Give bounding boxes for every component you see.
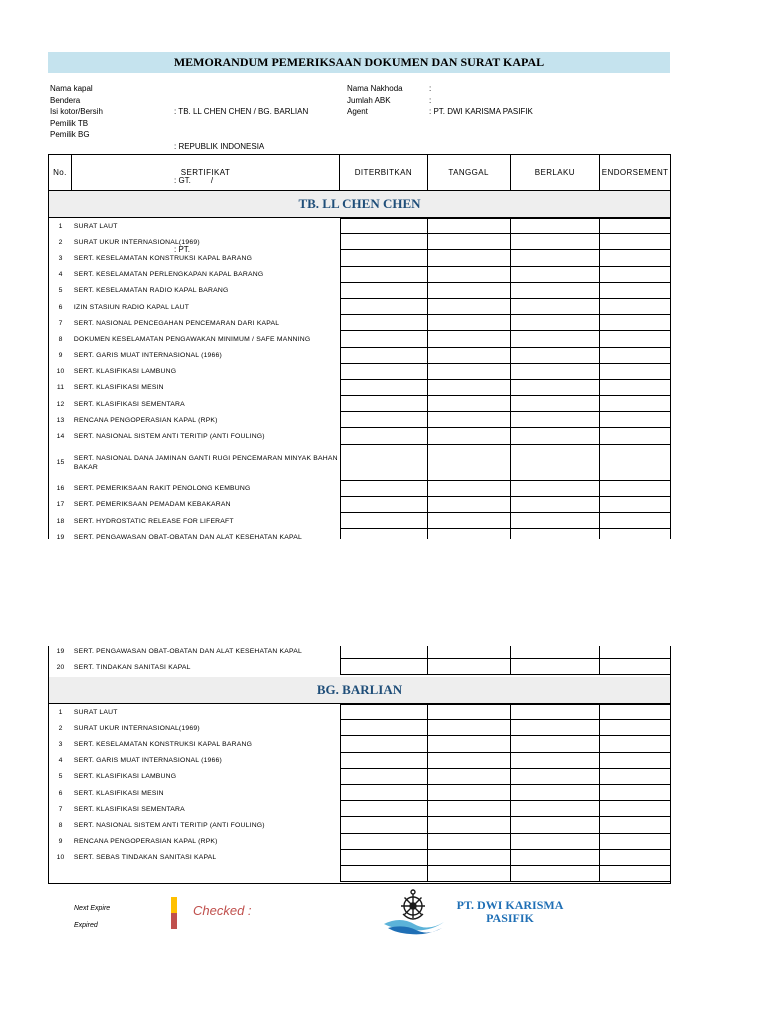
row-certificate-name: RENCANA PENGOPERASIAN KAPAL (RPK) xyxy=(73,838,218,846)
row-number: 12 xyxy=(56,400,65,408)
row-certificate-name: SURAT UKUR INTERNASIONAL(1969) xyxy=(73,238,200,246)
berlaku-cell[interactable] xyxy=(511,412,601,428)
row-certificate-name: SERT. GARIS MUAT INTERNASIONAL (1966) xyxy=(73,757,222,765)
endorsement-cell[interactable] xyxy=(600,250,670,266)
diterbitkan-cell[interactable] xyxy=(340,445,428,481)
tanggal-cell[interactable] xyxy=(428,736,511,752)
row-certificate-name: SERT. PEMERIKSAAN PEMADAM KEBAKARAN xyxy=(73,501,231,509)
berlaku-cell[interactable] xyxy=(511,785,601,801)
diterbitkan-cell[interactable] xyxy=(340,529,428,539)
info-label: Pemilik TB xyxy=(50,118,89,128)
diterbitkan-cell[interactable] xyxy=(340,659,428,675)
company-line2: PASIFIK xyxy=(486,911,534,925)
diterbitkan-cell[interactable] xyxy=(340,250,428,266)
row-number: 10 xyxy=(56,854,65,862)
diterbitkan-cell[interactable] xyxy=(340,331,428,347)
tanggal-cell[interactable] xyxy=(428,659,511,675)
endorsement-cell[interactable] xyxy=(600,481,670,497)
berlaku-cell[interactable] xyxy=(511,364,601,380)
endorsement-cell[interactable] xyxy=(600,396,670,412)
diterbitkan-cell[interactable] xyxy=(340,801,428,817)
info-value: : REPUBLIK INDONESIA xyxy=(174,141,265,151)
table-row xyxy=(49,218,670,234)
berlaku-cell[interactable] xyxy=(511,513,601,529)
endorsement-cell[interactable] xyxy=(600,801,670,817)
tanggal-cell[interactable] xyxy=(428,267,511,283)
diterbitkan-cell[interactable] xyxy=(340,481,428,497)
berlaku-cell[interactable] xyxy=(511,801,601,817)
info-value: : TB. LL CHEN CHEN / BG. BARLIAN xyxy=(174,107,309,116)
endorsement-cell[interactable] xyxy=(600,218,670,234)
tanggal-cell[interactable] xyxy=(428,364,511,380)
table-row xyxy=(49,445,670,481)
table-row xyxy=(49,497,670,513)
empty-row xyxy=(49,866,670,882)
table-row xyxy=(49,428,670,444)
table-row xyxy=(49,315,670,331)
table-row xyxy=(49,704,670,720)
endorsement-cell[interactable] xyxy=(600,769,670,785)
diterbitkan-cell[interactable] xyxy=(340,850,428,866)
row-number: 15 xyxy=(56,459,65,467)
header-diterbitkan: DITERBITKAN xyxy=(340,155,428,190)
berlaku-cell[interactable] xyxy=(511,380,601,396)
row-certificate-name: SERT. KESELAMATAN KONSTRUKSI KAPAL BARANG xyxy=(73,740,253,748)
row-number: 1 xyxy=(58,708,63,716)
tanggal-cell[interactable] xyxy=(428,497,511,513)
endorsement-cell[interactable] xyxy=(600,348,670,364)
header-berlaku: BERLAKU xyxy=(511,155,601,190)
diterbitkan-cell[interactable] xyxy=(340,769,428,785)
berlaku-cell[interactable] xyxy=(511,481,601,497)
berlaku-cell[interactable] xyxy=(511,834,601,850)
berlaku-cell[interactable] xyxy=(511,659,601,675)
company-line1: PT. DWI KARISMA xyxy=(456,898,564,912)
table-row xyxy=(49,364,670,380)
tanggal-cell[interactable] xyxy=(428,753,511,769)
tanggal-cell[interactable] xyxy=(428,283,511,299)
endorsement-cell[interactable] xyxy=(600,834,670,850)
row-number: 4 xyxy=(58,271,63,279)
endorsement-cell[interactable] xyxy=(600,428,670,444)
info-label: Pemilik BG xyxy=(50,130,90,139)
diterbitkan-cell[interactable] xyxy=(340,348,428,364)
row-certificate-name: SERT. KLASIFIKASI MESIN xyxy=(73,789,164,797)
berlaku-cell[interactable] xyxy=(511,331,601,347)
info-label: Bendera xyxy=(50,95,81,105)
berlaku-cell[interactable] xyxy=(511,315,601,331)
tanggal-cell[interactable] xyxy=(428,348,511,364)
table-row xyxy=(49,267,670,283)
table-row xyxy=(49,785,670,801)
tanggal-cell[interactable] xyxy=(428,299,511,315)
empty-cell[interactable] xyxy=(511,866,601,882)
endorsement-cell[interactable] xyxy=(600,412,670,428)
endorsement-cell[interactable] xyxy=(600,704,670,720)
section-title-tb: TB. LL CHEN CHEN xyxy=(49,191,670,218)
tb-rows-tail xyxy=(49,646,670,677)
row-number: 8 xyxy=(58,821,63,829)
diterbitkan-cell[interactable] xyxy=(340,753,428,769)
row-certificate-name: SERT. TINDAKAN SANITASI KAPAL xyxy=(73,663,191,671)
diterbitkan-cell[interactable] xyxy=(340,817,428,833)
row-certificate-name: SURAT LAUT xyxy=(73,222,118,230)
tanggal-cell[interactable] xyxy=(428,513,511,529)
header-endorsement: ENDORSEMENT xyxy=(601,168,669,177)
berlaku-cell[interactable] xyxy=(511,736,601,752)
table-row xyxy=(49,299,670,315)
tanggal-cell[interactable] xyxy=(428,412,511,428)
info-value: : GT. / xyxy=(174,176,214,185)
diterbitkan-cell[interactable] xyxy=(340,396,428,412)
diterbitkan-cell[interactable] xyxy=(340,234,428,250)
row-certificate-name: IZIN STASIUN RADIO KAPAL LAUT xyxy=(73,303,190,311)
tanggal-cell[interactable] xyxy=(428,720,511,736)
tanggal-cell[interactable] xyxy=(428,481,511,497)
tanggal-cell[interactable] xyxy=(428,834,511,850)
row-number: 14 xyxy=(56,433,65,441)
tanggal-cell[interactable] xyxy=(428,704,511,720)
berlaku-cell[interactable] xyxy=(511,720,601,736)
diterbitkan-cell[interactable] xyxy=(340,283,428,299)
info-right-values xyxy=(429,83,533,118)
diterbitkan-cell[interactable] xyxy=(340,646,428,659)
row-certificate-name: SERT. KLASIFIKASI SEMENTARA xyxy=(73,805,185,813)
endorsement-cell[interactable] xyxy=(600,234,670,250)
bg-rows xyxy=(49,704,670,884)
endorsement-cell[interactable] xyxy=(600,529,670,539)
row-number: 11 xyxy=(56,384,64,392)
diterbitkan-cell[interactable] xyxy=(340,380,428,396)
diterbitkan-cell[interactable] xyxy=(340,299,428,315)
row-number: 9 xyxy=(58,838,63,846)
table-row xyxy=(49,380,670,396)
row-certificate-name: SERT. KESELAMATAN RADIO KAPAL BARANG xyxy=(73,287,229,295)
tanggal-cell[interactable] xyxy=(428,529,511,539)
row-certificate-name: SERT. PENGAWASAN OBAT-OBATAN DAN ALAT KESEHATAN KAPAL xyxy=(73,647,302,655)
endorsement-cell[interactable] xyxy=(600,497,670,513)
tanggal-cell[interactable] xyxy=(428,331,511,347)
diterbitkan-cell[interactable] xyxy=(340,513,428,529)
berlaku-cell[interactable] xyxy=(511,250,601,266)
berlaku-cell[interactable] xyxy=(511,218,601,234)
row-number: 17 xyxy=(56,501,65,509)
info-label: Isi kotor/Bersih xyxy=(50,107,103,116)
table-row xyxy=(49,348,670,364)
diterbitkan-cell[interactable] xyxy=(340,834,428,850)
row-certificate-name: SURAT LAUT xyxy=(73,708,118,716)
endorsement-cell[interactable] xyxy=(600,646,670,659)
row-number: 3 xyxy=(58,254,63,262)
tanggal-cell[interactable] xyxy=(428,428,511,444)
legend-expired: Expired xyxy=(74,922,98,929)
tanggal-cell[interactable] xyxy=(428,801,511,817)
row-certificate-name: SERT. KLASIFIKASI SEMENTARA xyxy=(73,400,185,408)
row-number: 6 xyxy=(58,789,63,797)
row-number: 10 xyxy=(56,368,65,376)
tanggal-cell[interactable] xyxy=(428,234,511,250)
diterbitkan-cell[interactable] xyxy=(340,412,428,428)
endorsement-cell[interactable] xyxy=(600,364,670,380)
legend-next-expire: Next Expire xyxy=(74,905,111,912)
row-certificate-name: SERT. SEBAS TINDAKAN SANITASI KAPAL xyxy=(73,854,217,862)
endorsement-cell[interactable] xyxy=(600,785,670,801)
diterbitkan-cell[interactable] xyxy=(340,428,428,444)
berlaku-cell[interactable] xyxy=(511,529,601,539)
row-number: 7 xyxy=(58,805,63,813)
table-row xyxy=(49,283,670,299)
row-number: 5 xyxy=(58,287,63,295)
header-tanggal: TANGGAL xyxy=(428,155,511,190)
row-number: 13 xyxy=(56,416,65,424)
row-certificate-name: SURAT UKUR INTERNASIONAL(1969) xyxy=(73,724,200,732)
endorsement-cell[interactable] xyxy=(600,720,670,736)
info-value: : xyxy=(429,84,432,93)
endorsement-cell[interactable] xyxy=(600,283,670,299)
certificate-table-top xyxy=(48,154,671,539)
row-number: 1 xyxy=(58,222,63,230)
row-number: 8 xyxy=(58,335,63,343)
diterbitkan-cell[interactable] xyxy=(340,218,428,234)
endorsement-cell[interactable] xyxy=(600,299,670,315)
tanggal-cell[interactable] xyxy=(428,785,511,801)
row-certificate-name: SERT. KESELAMATAN PERLENGKAPAN KAPAL BARANG xyxy=(73,271,264,279)
berlaku-cell[interactable] xyxy=(511,817,601,833)
anchor-helm-logo-icon xyxy=(380,886,446,936)
info-label: Nama Nakhoda xyxy=(347,84,403,93)
endorsement-cell[interactable] xyxy=(600,380,670,396)
tanggal-cell[interactable] xyxy=(428,396,511,412)
tanggal-cell[interactable] xyxy=(428,646,511,659)
endorsement-cell[interactable] xyxy=(600,445,670,481)
section-title-bg: BG. BARLIAN xyxy=(49,677,670,704)
endorsement-cell[interactable] xyxy=(600,659,670,675)
row-number: 2 xyxy=(58,238,63,246)
row-certificate-name: SERT. PEMERIKSAAN RAKIT PENOLONG KEMBUNG xyxy=(73,485,251,493)
table-row xyxy=(49,481,670,497)
endorsement-cell[interactable] xyxy=(600,817,670,833)
header-sertifikat: SERTIFIKAT xyxy=(72,155,340,190)
row-number: 7 xyxy=(58,319,63,327)
empty-cell[interactable] xyxy=(600,866,670,882)
table-row xyxy=(49,646,670,659)
row-number: 4 xyxy=(58,757,63,765)
legend-color-bar xyxy=(171,897,177,929)
row-certificate-name: SERT. HYDROSTATIC RELEASE FOR LIFERAFT xyxy=(73,517,234,525)
row-certificate-name: SERT. KLASIFIKASI LAMBUNG xyxy=(73,773,177,781)
tanggal-cell[interactable] xyxy=(428,445,511,481)
endorsement-cell[interactable] xyxy=(600,736,670,752)
table-row xyxy=(49,396,670,412)
berlaku-cell[interactable] xyxy=(511,445,601,481)
certificate-table-bottom xyxy=(48,646,671,884)
row-certificate-name: SERT. KESELAMATAN KONSTRUKSI KAPAL BARANG xyxy=(73,254,253,262)
berlaku-cell[interactable] xyxy=(511,234,601,250)
berlaku-cell[interactable] xyxy=(511,753,601,769)
berlaku-cell[interactable] xyxy=(511,646,601,659)
tanggal-cell[interactable] xyxy=(428,769,511,785)
company-name xyxy=(448,899,572,925)
table-row xyxy=(49,817,670,833)
table-row xyxy=(49,769,670,785)
row-certificate-name: DOKUMEN KESELAMATAN PENGAWAKAN MINIMUM / SAFE MANNING xyxy=(73,335,311,343)
berlaku-cell[interactable] xyxy=(511,769,601,785)
info-right-labels xyxy=(347,83,403,118)
berlaku-cell[interactable] xyxy=(511,348,601,364)
tanggal-cell[interactable] xyxy=(428,380,511,396)
endorsement-cell[interactable] xyxy=(600,513,670,529)
row-certificate-name: SERT. NASIONAL SISTEM ANTI TERITIP (ANTI FOULING) xyxy=(73,433,265,441)
empty-cell[interactable] xyxy=(340,866,428,882)
info-value: : PT. xyxy=(174,245,191,254)
info-label: Agent xyxy=(347,107,368,116)
table-row xyxy=(49,850,670,866)
diterbitkan-cell[interactable] xyxy=(340,785,428,801)
row-certificate-name: SERT. KLASIFIKASI LAMBUNG xyxy=(73,368,177,376)
table-row xyxy=(49,753,670,769)
diterbitkan-cell[interactable] xyxy=(340,315,428,331)
table-row xyxy=(49,529,670,539)
berlaku-cell[interactable] xyxy=(511,299,601,315)
checked-label: Checked : xyxy=(193,903,252,918)
table-row xyxy=(49,659,670,675)
table-row xyxy=(49,834,670,850)
legend-next-expire-swatch xyxy=(171,897,177,913)
endorsement-cell[interactable] xyxy=(600,850,670,866)
legend xyxy=(74,900,110,934)
endorsement-cell[interactable] xyxy=(600,315,670,331)
row-number: 3 xyxy=(58,740,63,748)
info-label: Nama kapal xyxy=(50,84,93,93)
table-row xyxy=(49,801,670,817)
berlaku-cell[interactable] xyxy=(511,704,601,720)
berlaku-cell[interactable] xyxy=(511,428,601,444)
row-certificate-name: SERT. PENGAWASAN OBAT-OBATAN DAN ALAT KESEHATAN KAPAL xyxy=(73,533,302,539)
table-row xyxy=(49,234,670,250)
berlaku-cell[interactable] xyxy=(511,283,601,299)
tb-rows xyxy=(49,218,670,539)
diterbitkan-cell[interactable] xyxy=(340,267,428,283)
diterbitkan-cell[interactable] xyxy=(340,497,428,513)
tanggal-cell[interactable] xyxy=(428,817,511,833)
tanggal-cell[interactable] xyxy=(428,218,511,234)
diterbitkan-cell[interactable] xyxy=(340,704,428,720)
table-row xyxy=(49,720,670,736)
table-row xyxy=(49,513,670,529)
table-row xyxy=(49,412,670,428)
row-certificate-name: SERT. NASIONAL DANA JAMINAN GANTI RUGI PENCEMARAN MINYAK BAHAN BAKAR xyxy=(73,454,338,471)
berlaku-cell[interactable] xyxy=(511,396,601,412)
table-row xyxy=(49,250,670,266)
row-number: 9 xyxy=(58,352,63,360)
berlaku-cell[interactable] xyxy=(511,850,601,866)
row-certificate-name: RENCANA PENGOPERASIAN KAPAL (RPK) xyxy=(73,416,218,424)
row-number: 18 xyxy=(56,517,65,525)
header-no: No. xyxy=(49,155,72,190)
legend-expired-swatch xyxy=(171,913,177,929)
row-certificate-name: SERT. NASIONAL SISTEM ANTI TERITIP (ANTI FOULING) xyxy=(73,821,265,829)
berlaku-cell[interactable] xyxy=(511,497,601,513)
info-value: : xyxy=(429,95,432,105)
diterbitkan-cell[interactable] xyxy=(340,736,428,752)
diterbitkan-cell[interactable] xyxy=(340,364,428,380)
row-number: 19 xyxy=(56,533,65,539)
row-number: 5 xyxy=(58,773,63,781)
row-number: 6 xyxy=(58,303,63,311)
row-number: 20 xyxy=(56,663,65,671)
table-header xyxy=(49,155,670,191)
row-certificate-name: SERT. GARIS MUAT INTERNASIONAL (1966) xyxy=(73,352,222,360)
tanggal-cell[interactable] xyxy=(428,250,511,266)
row-number: 16 xyxy=(56,485,65,493)
empty-cell[interactable] xyxy=(428,866,511,882)
table-row xyxy=(49,331,670,347)
row-certificate-name: SERT. NASIONAL PENCEGAHAN PENCEMARAN DARI KAPAL xyxy=(73,319,280,327)
tanggal-cell[interactable] xyxy=(428,850,511,866)
row-certificate-name: SERT. KLASIFIKASI MESIN xyxy=(73,384,164,392)
row-number: 19 xyxy=(56,647,65,655)
tanggal-cell[interactable] xyxy=(428,315,511,331)
endorsement-cell[interactable] xyxy=(600,753,670,769)
diterbitkan-cell[interactable] xyxy=(340,720,428,736)
endorsement-cell[interactable] xyxy=(600,331,670,347)
endorsement-cell[interactable] xyxy=(600,267,670,283)
table-row xyxy=(49,736,670,752)
info-value: : PT. DWI KARISMA PASIFIK xyxy=(429,107,533,116)
row-number: 2 xyxy=(58,724,63,732)
berlaku-cell[interactable] xyxy=(511,267,601,283)
info-label: Jumlah ABK xyxy=(347,95,391,105)
info-left-labels xyxy=(50,83,103,141)
document-title: MEMORANDUM PEMERIKSAAN DOKUMEN DAN SURAT KAPAL xyxy=(48,52,670,73)
